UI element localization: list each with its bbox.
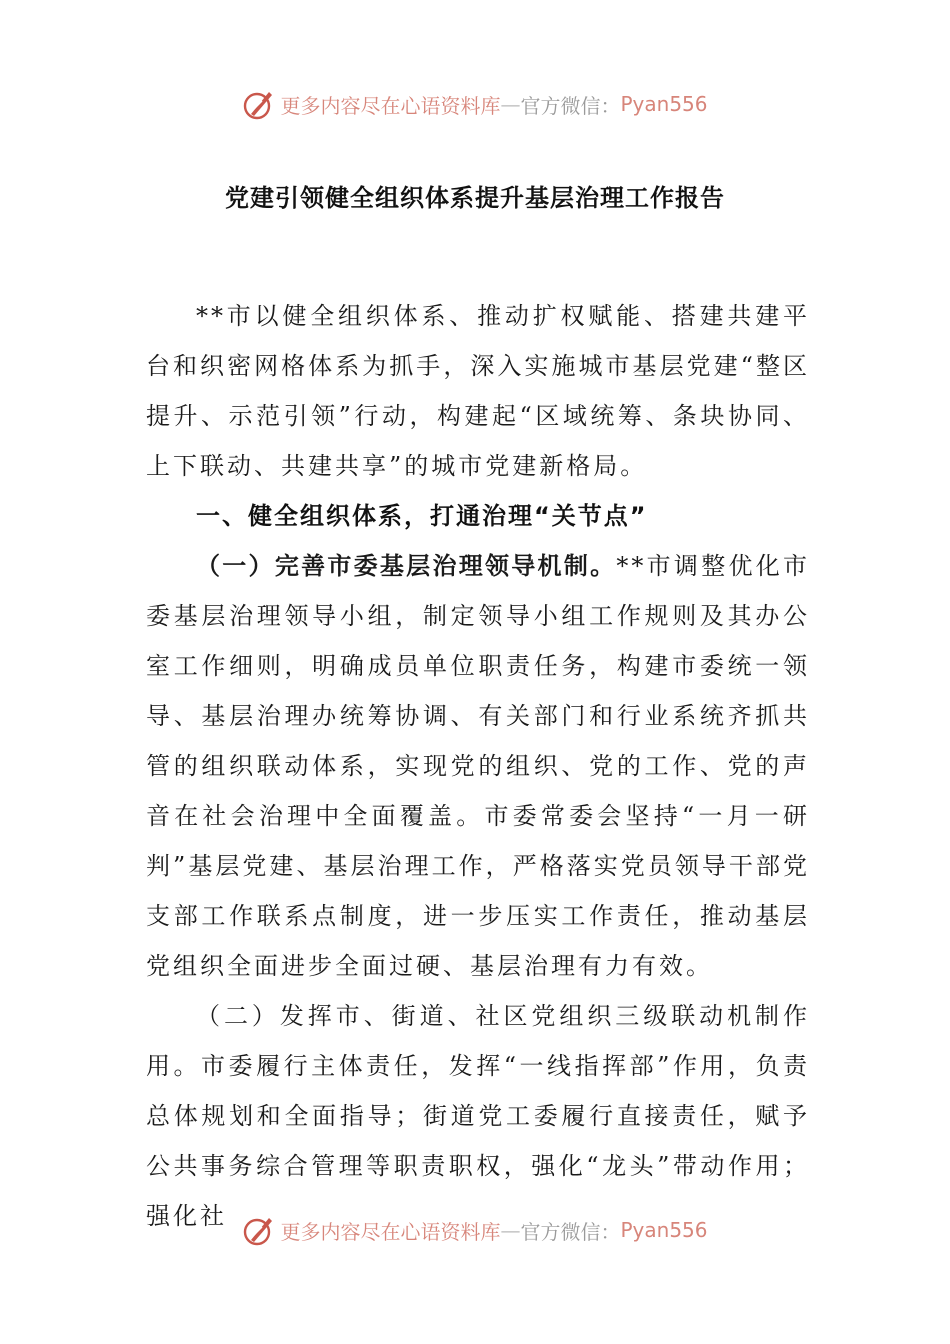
watermark-footer [0, 1210, 950, 1250]
item-1-paragraph [146, 541, 810, 991]
document-title: 党建引领健全组织体系提升基层治理工作报告 [225, 184, 725, 212]
watermark-separator: — [500, 1218, 521, 1242]
watermark-site-text: 更多内容尽在心语资料库 [280, 93, 501, 118]
watermark-wechat-label: 官方微信： [520, 93, 621, 118]
intro-paragraph: **市以健全组织体系、推动扩权赋能、搭建共建平台和织密网格体系为抓手，深入实施城市基层党建“整区提升、示范引领”行动，构建起“区域统筹、条块协同、上下联动、共建共享”的城市党建新格局。 [146, 302, 810, 480]
item-2-paragraph: （二）发挥市、街道、社区党组织三级联动机制作用。市委履行主体责任，发挥“一线指挥部”作用，负责总体规划和全面指导；街道党工委履行直接责任，赋予公共事务综合管理等职责职权，强化“龙头”带动作用；强化社 [146, 1002, 810, 1230]
quill-logo-icon [242, 87, 276, 121]
document-body [146, 291, 810, 1241]
watermark-wechat-id: Pyan556 [620, 92, 708, 116]
watermark-wechat-id: Pyan556 [620, 1218, 708, 1242]
item-1-body: **市调整优化市委基层治理领导小组，制定领导小组工作规则及其办公室工作细则，明确成员单位职责任务，构建市委统一领导、基层治理办统筹协调、有关部门和行业系统齐抓共管的组织联动体系，实现党的组织、党的工作、党的声音在社会治理中全面覆盖。市委常委会坚持“一月一研判”基层党建、基层治理工作，严格落实党员领导干部党支部工作联系点制度，进一步压实工作责任，推动基层党组织全面进步全面过硬、基层治理有力有效。 [146, 552, 811, 980]
watermark-site-text: 更多内容尽在心语资料库 [280, 1219, 501, 1244]
quill-logo-icon [242, 1213, 276, 1247]
watermark-separator: — [500, 92, 521, 116]
section-heading-1: 一、健全组织体系，打通治理“关节点” [196, 502, 648, 530]
watermark-wechat-label: 官方微信： [520, 1219, 621, 1244]
watermark-header [0, 84, 950, 124]
item-1-heading: （一）完善市委基层治理领导机制。 [196, 552, 617, 580]
